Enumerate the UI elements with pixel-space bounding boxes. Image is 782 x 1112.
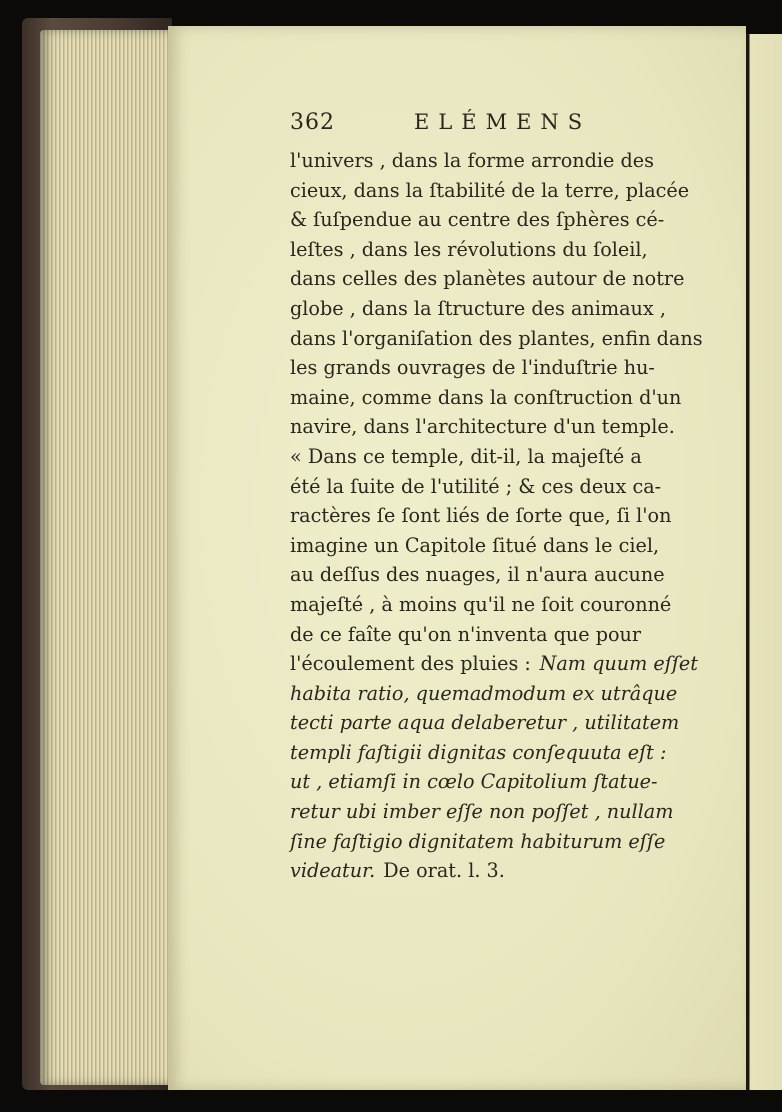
running-head: ELÉMENS bbox=[414, 110, 592, 134]
text-line: majeſté , à moins qu'il ne ſoit couronné bbox=[290, 592, 672, 616]
text-line: cieux, dans la ſtabilité de la terre, placée bbox=[290, 178, 690, 202]
latin-quote-line: habita ratio, quemadmodum ex utrâque bbox=[290, 681, 678, 705]
text-line: l'univers , dans la forme arrondie des bbox=[290, 149, 655, 172]
text-line: & ſuſpendue au centre des ſphères cé- bbox=[290, 208, 665, 232]
citation: De orat. l. 3. bbox=[383, 859, 505, 883]
text-line: navire, dans l'architecture d'un temple. bbox=[290, 415, 675, 439]
text-line: au deſſus des nuages, il n'aura aucune bbox=[290, 563, 665, 587]
text-line: été la ſuite de l'utilité ; & ces deux ca- bbox=[290, 474, 662, 498]
roman-text: l'écoulement des pluies : bbox=[290, 652, 531, 676]
page-text bbox=[290, 110, 703, 886]
text-line: dans l'organiſation des plantes, enfin dans bbox=[290, 326, 703, 350]
text-line: imagine un Capitole ſitué dans le ciel, bbox=[290, 533, 660, 557]
body-text bbox=[290, 146, 703, 886]
latin-quote: Nam quum eſſet bbox=[539, 652, 698, 676]
latin-quote-line: ſine faſtigio dignitatem habiturum eſſe bbox=[290, 829, 666, 853]
text-line-mixed bbox=[290, 649, 698, 679]
text-line: leſtes , dans les révolutions du ſoleil, bbox=[290, 237, 648, 261]
text-line: « Dans ce temple, dit-il, la majeſté a bbox=[290, 444, 642, 468]
citation-line bbox=[290, 856, 698, 886]
text-line: de ce faîte qu'on n'inventa que pour bbox=[290, 622, 642, 646]
latin-quote-line: tecti parte aqua delaberetur , utilitatem bbox=[290, 711, 680, 735]
text-line: dans celles des planètes autour de notre bbox=[290, 267, 685, 291]
latin-quote-line: templi faſtigii dignitas conſequuta eſt : bbox=[290, 740, 667, 764]
page-header bbox=[290, 110, 698, 146]
text-line: ractères ſe ſont liés de ſorte que, ſi l'on bbox=[290, 504, 672, 528]
text-line: les grands ouvrages de l'induſtrie hu- bbox=[290, 356, 655, 380]
text-line: globe , dans la ſtructure des animaux , bbox=[290, 296, 666, 320]
page-edges bbox=[40, 30, 172, 1085]
facing-page-edge bbox=[746, 34, 782, 1090]
page-number: 362 bbox=[290, 110, 335, 135]
latin-quote-line: ut , etiamſi in cœlo Capitolium ſtatue- bbox=[290, 770, 658, 794]
latin-quote: videatur. bbox=[290, 859, 376, 883]
latin-quote-line: retur ubi imber eſſe non poſſet , nullam bbox=[290, 800, 674, 824]
text-line: maine, comme dans la conſtruction d'un bbox=[290, 385, 682, 409]
